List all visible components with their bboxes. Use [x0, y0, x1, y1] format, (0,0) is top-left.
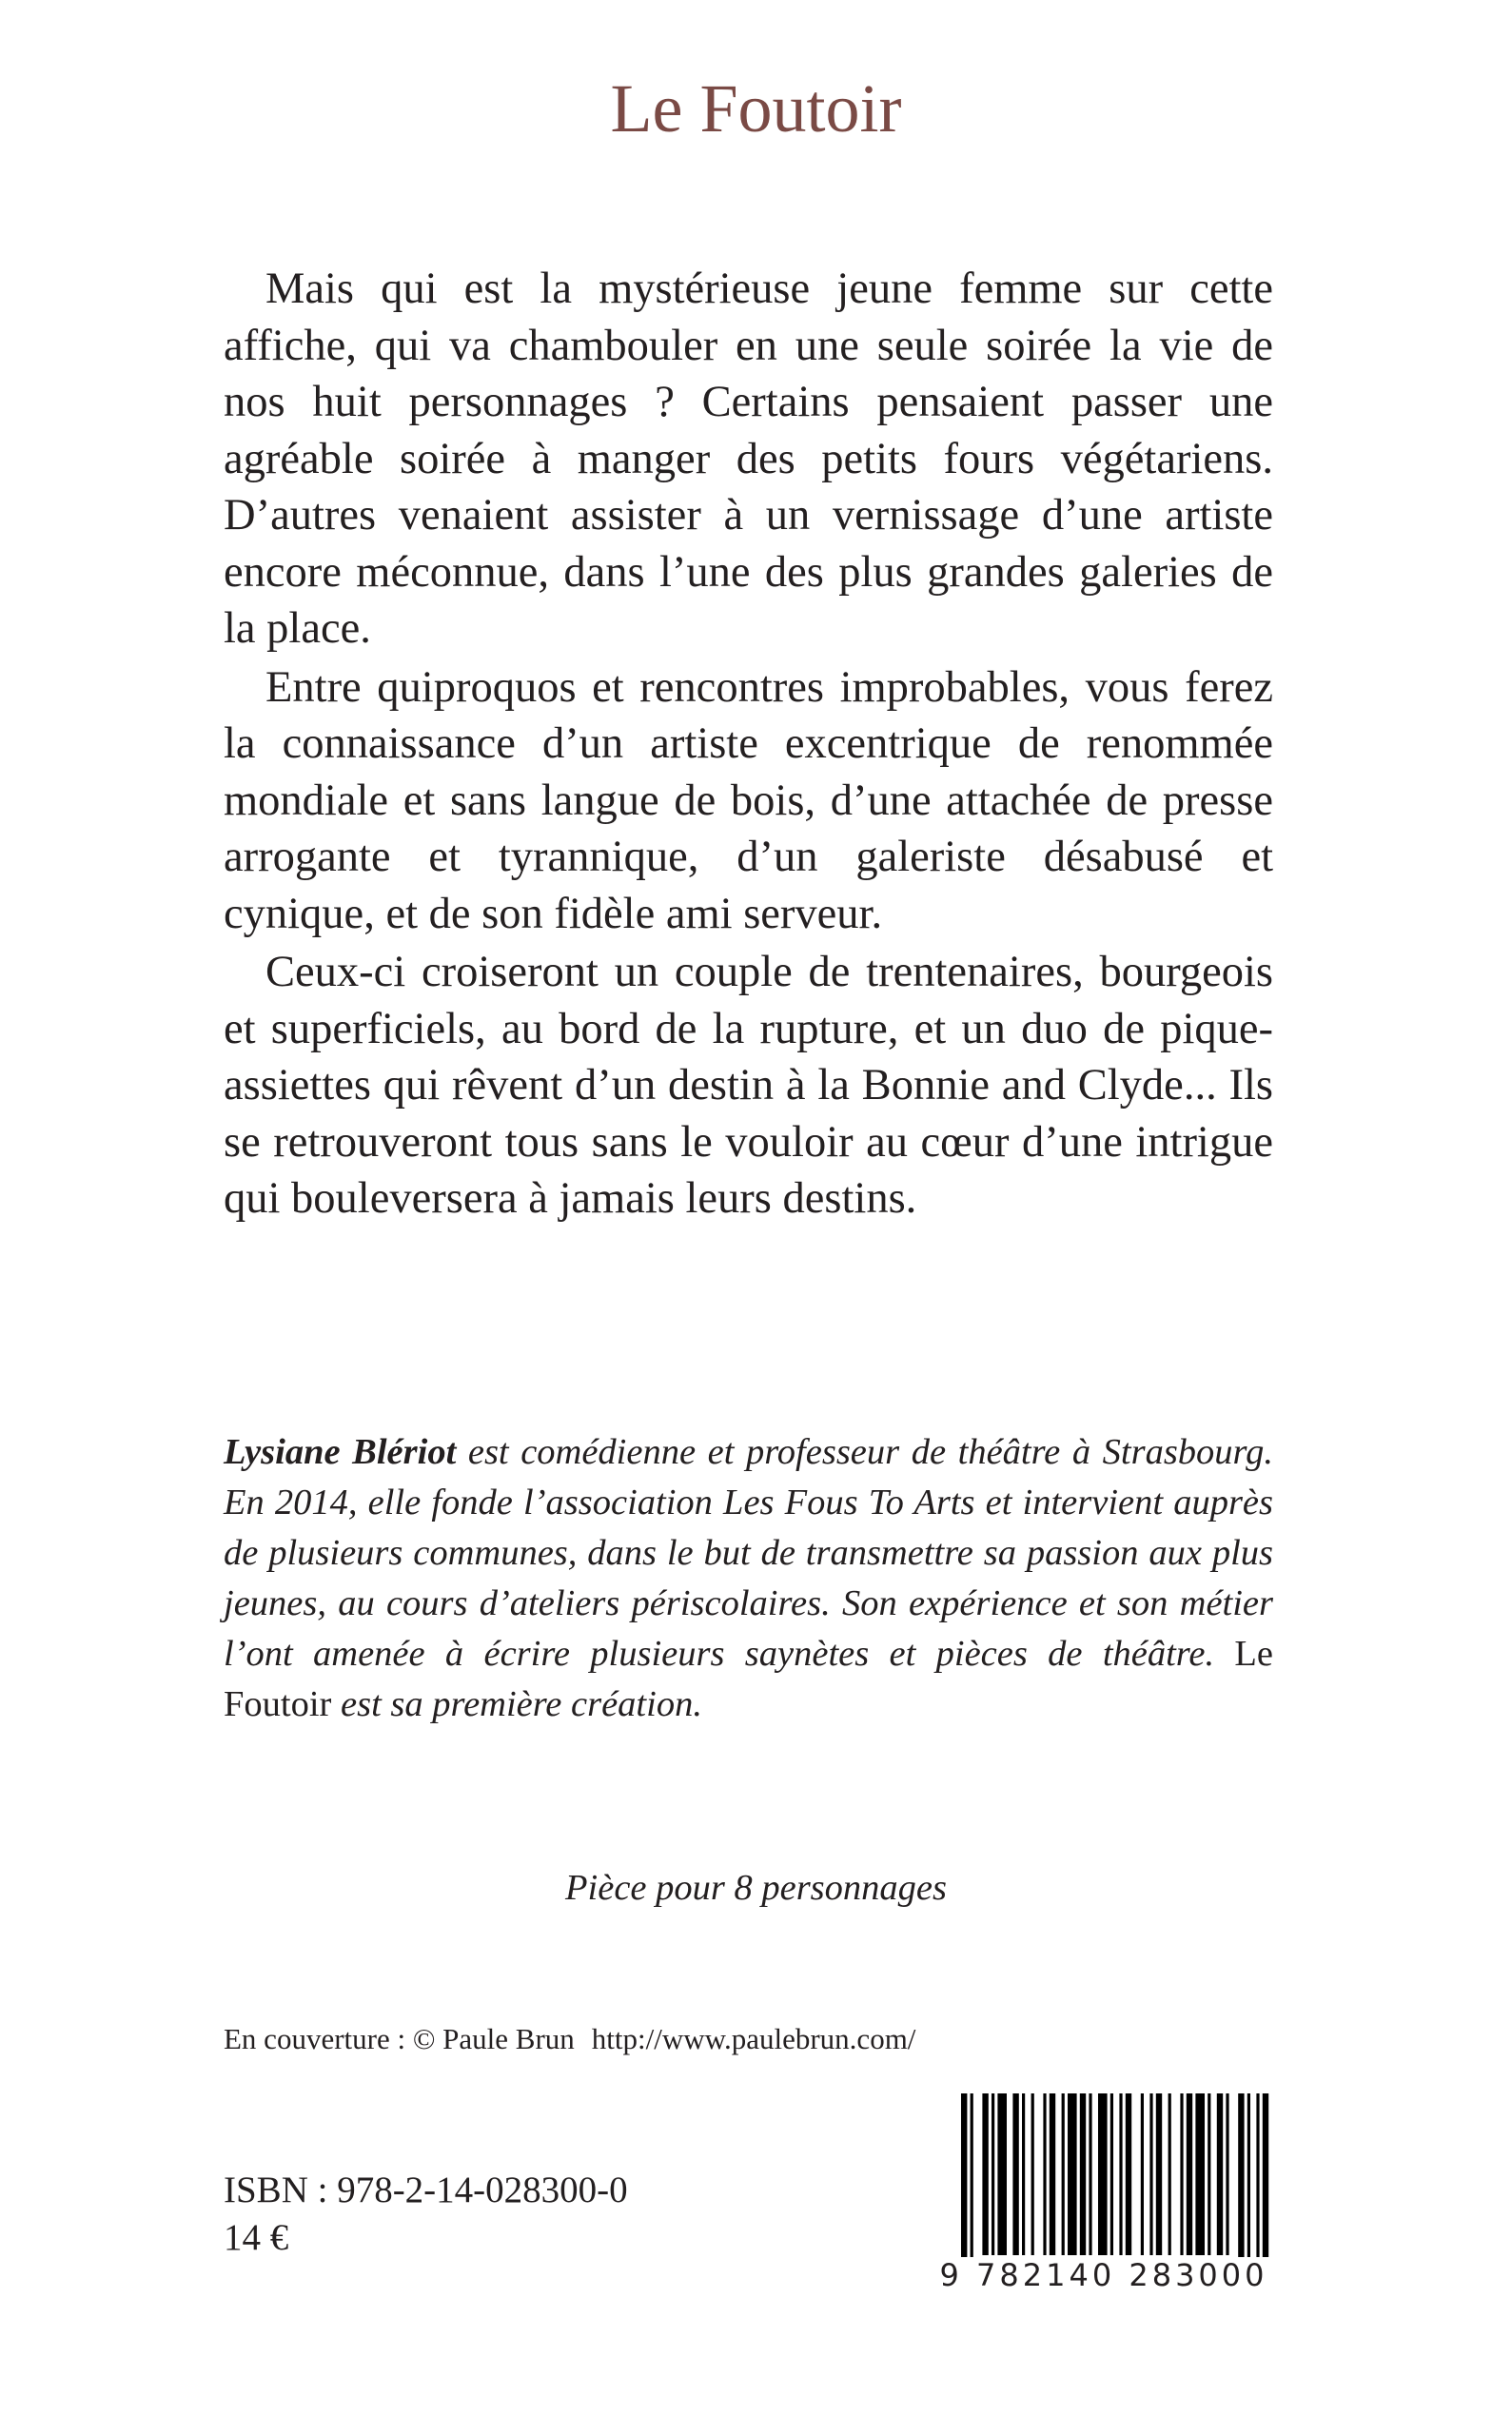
- barcode-bar: [1168, 2093, 1171, 2255]
- barcode-bar: [971, 2093, 973, 2284]
- barcode-bar: [1226, 2093, 1228, 2255]
- barcode-bar: [982, 2093, 988, 2255]
- barcode-bar: [1022, 2093, 1025, 2255]
- barcode-bar: [1050, 2093, 1055, 2255]
- blurb-paragraph: Mais qui est la mystérieuse jeune femme sur cette affiche, qui va chambouler en une seule soirée la vie de nos huit personnages ? Certains pensaient passer une agréable soirée à manger des petits fours végétariens. D’autres venaient assister à un vernissage d’une artiste encore méconnue, dans l’une des plus grandes galeries de la place.: [224, 265, 1273, 653]
- back-cover-blurb: [224, 261, 1273, 1229]
- barcode-bar: [1068, 2093, 1077, 2255]
- barcode-bar: [1098, 2093, 1108, 2255]
- author-bio: [224, 1427, 1273, 1730]
- barcode-bar: [1149, 2093, 1152, 2255]
- barcode-bar: [1110, 2093, 1113, 2255]
- barcode-bar: [1156, 2093, 1162, 2255]
- barcode-bar: [997, 2093, 1007, 2255]
- bio-text-end: est sa première création.: [331, 1684, 702, 1724]
- barcode-bar: [1187, 2093, 1192, 2255]
- barcode-bar: [1141, 2093, 1144, 2255]
- bio-text: est comédienne et professeur de théâtre à Strasbourg. En 2014, elle fonde l’association Les Fous To Arts et intervient auprès de plusieurs communes, dans le but de transmettre sa passion aux plus jeunes, au cours d’ateliers périscolaires. Son expérience et son métier l’ont amenée à écrire plusieurs saynètes et pièces de théâtre.: [224, 1432, 1273, 1674]
- barcode-bar: [1043, 2093, 1046, 2255]
- barcode-bar: [1119, 2093, 1122, 2255]
- price: 14 €: [224, 2217, 289, 2258]
- isbn-number: ISBN : 978-2-14-028300-0: [224, 2170, 628, 2210]
- barcode-bar: [1256, 2093, 1259, 2284]
- cover-credit: [224, 2022, 933, 2056]
- barcode-bar: [1217, 2093, 1223, 2255]
- barcode-bar: [1180, 2093, 1183, 2255]
- blurb-paragraph: Entre quiproquos et rencontres improbables, vous ferez la connaissance d’un artiste excentrique de renommée mondiale et sans langue de bois, d’une attachée de presse arrogante et tyrannique, d’un galeriste désabusé et cynique, et de son fidèle ami serveur.: [224, 662, 1273, 938]
- barcode-bar: [961, 2093, 967, 2284]
- barcode-bar: [1263, 2093, 1268, 2284]
- barcode-bar: [1126, 2093, 1131, 2255]
- book-title: Le Foutoir: [610, 70, 902, 147]
- blurb-paragraph: Ceux-ci croiseront un couple de trentenaires, bourgeois et superficiels, au bord de la rupture, et un duo de pique-assiettes qui rêvent d’un destin à la Bonnie and Clyde... Ils se retrouveront tous sans le vouloir au cœur d’une intrigue qui bouleversera à jamais leurs destins.: [224, 948, 1273, 1223]
- barcode-bar: [1195, 2093, 1205, 2255]
- barcode-bar: [1012, 2093, 1018, 2255]
- credit-label: En couverture : © Paule Brun: [224, 2022, 575, 2055]
- barcode-bar: [992, 2093, 994, 2255]
- isbn-block: [224, 2167, 628, 2262]
- play-subtitle: Pièce pour 8 personnages: [565, 1868, 947, 1908]
- barcode-bar: [1247, 2093, 1250, 2284]
- barcode-digits: 9 782140 283000: [933, 2257, 1275, 2293]
- barcode-bar: [1089, 2093, 1091, 2255]
- barcode-bar: [1080, 2093, 1086, 2255]
- barcode-bar: [1238, 2093, 1244, 2284]
- barcode-bar: [1062, 2093, 1065, 2255]
- credit-url: http://www.paulebrun.com/: [591, 2022, 916, 2055]
- barcode-bar: [1208, 2093, 1210, 2255]
- author-name: Lysiane Blériot: [224, 1432, 457, 1472]
- bio-book-title: Le Foutoir: [224, 1634, 1273, 1724]
- barcode-bar: [1031, 2093, 1034, 2255]
